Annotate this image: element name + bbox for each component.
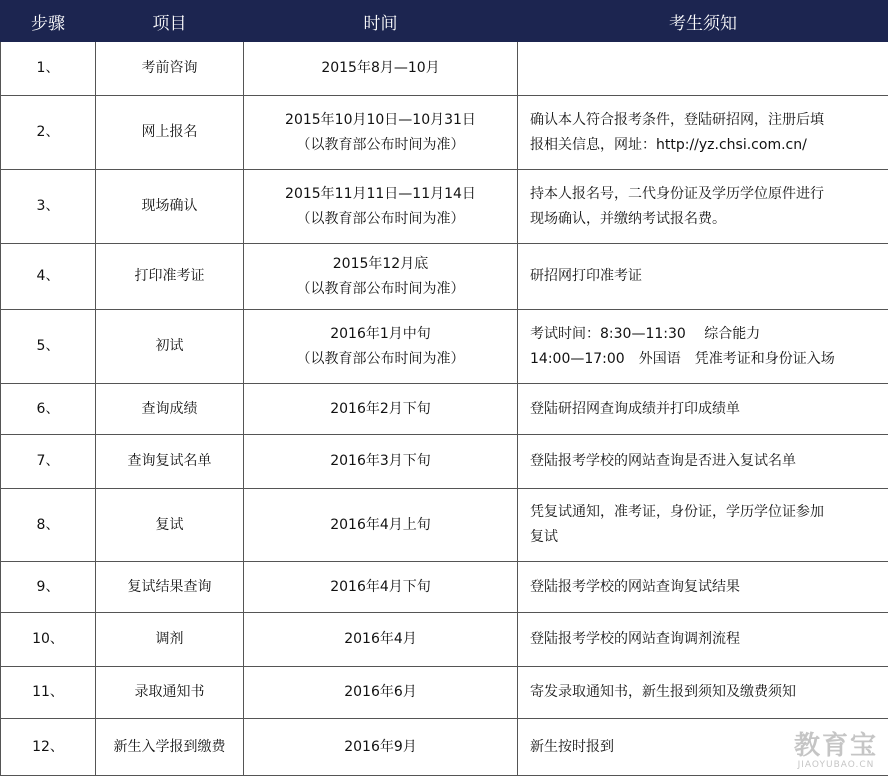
item-cell: 查询成绩	[96, 384, 244, 435]
step-cell: 1、	[1, 42, 96, 96]
item-cell: 调剂	[96, 613, 244, 667]
table-row	[1, 667, 888, 719]
note-line: 复试	[530, 525, 888, 550]
time-line: 2016年4月	[244, 627, 517, 652]
time-line: 2016年6月	[244, 680, 517, 705]
note-line: 登陆报考学校的网站查询是否进入复试名单	[530, 449, 888, 474]
time-line: （以教育部公布时间为准）	[244, 277, 517, 302]
step-cell: 12、	[1, 719, 96, 776]
note-line: 研招网打印准考证	[530, 264, 888, 289]
notes-cell	[518, 435, 888, 489]
note-line: 持本人报名号，二代身份证及学历学位原件进行	[530, 182, 888, 207]
time-line: 2015年8月—10月	[244, 56, 517, 81]
time-line: （以教育部公布时间为准）	[244, 347, 517, 372]
item-cell: 查询复试名单	[96, 435, 244, 489]
note-line: 确认本人符合报考条件，登陆研招网，注册后填	[530, 108, 888, 133]
step-cell: 10、	[1, 613, 96, 667]
note-line: 寄发录取通知书，新生报到须知及缴费须知	[530, 680, 888, 705]
note-line: 登陆报考学校的网站查询复试结果	[530, 575, 888, 600]
time-cell	[244, 170, 518, 244]
step-cell: 3、	[1, 170, 96, 244]
step-cell: 11、	[1, 667, 96, 719]
notes-cell	[518, 42, 888, 96]
notes-cell	[518, 613, 888, 667]
item-cell: 初试	[96, 310, 244, 384]
time-line: 2015年11月11日—11月14日	[244, 182, 517, 207]
time-cell	[244, 96, 518, 170]
table-row	[1, 96, 888, 170]
time-cell	[244, 310, 518, 384]
note-line: 凭复试通知，准考证，身份证，学历学位证参加	[530, 500, 888, 525]
time-cell	[244, 667, 518, 719]
table-row	[1, 384, 888, 435]
note-line: 考试时间：8:30—11:30 综合能力	[530, 322, 888, 347]
notes-cell	[518, 384, 888, 435]
table-row	[1, 170, 888, 244]
time-line: 2015年12月底	[244, 252, 517, 277]
item-cell: 考前咨询	[96, 42, 244, 96]
note-line: 登陆研招网查询成绩并打印成绩单	[530, 397, 888, 422]
time-line: 2016年1月中旬	[244, 322, 517, 347]
step-cell: 9、	[1, 562, 96, 613]
watermark-logo: 教育宝 JIAOYUBAO.CN	[794, 732, 878, 770]
item-cell: 录取通知书	[96, 667, 244, 719]
notes-cell	[518, 667, 888, 719]
item-cell: 网上报名	[96, 96, 244, 170]
item-cell: 打印准考证	[96, 244, 244, 310]
table-row	[1, 562, 888, 613]
table-row	[1, 613, 888, 667]
header-row	[1, 1, 888, 42]
note-line: 新生按时报到	[530, 735, 888, 760]
note-line: 报相关信息，网址：http://yz.chsi.com.cn/	[530, 133, 888, 158]
time-line: 2015年10月10日—10月31日	[244, 108, 517, 133]
time-line: （以教育部公布时间为准）	[244, 207, 517, 232]
table-row	[1, 310, 888, 384]
notes-cell	[518, 310, 888, 384]
item-cell: 现场确认	[96, 170, 244, 244]
note-line: 现场确认，并缴纳考试报名费。	[530, 207, 888, 232]
time-cell	[244, 562, 518, 613]
header-step: 步骤	[1, 1, 96, 42]
table-row	[1, 489, 888, 562]
time-cell	[244, 42, 518, 96]
notes-cell	[518, 170, 888, 244]
note-line: 登陆报考学校的网站查询调剂流程	[530, 627, 888, 652]
table-row	[1, 435, 888, 489]
notes-cell	[518, 489, 888, 562]
header-item: 项目	[96, 1, 244, 42]
step-cell: 2、	[1, 96, 96, 170]
header-time: 时间	[244, 1, 518, 42]
time-cell	[244, 384, 518, 435]
item-cell: 复试	[96, 489, 244, 562]
table-row	[1, 42, 888, 96]
header-notes: 考生须知	[518, 1, 888, 42]
time-line: 2016年3月下旬	[244, 449, 517, 474]
table-row	[1, 244, 888, 310]
step-cell: 7、	[1, 435, 96, 489]
time-cell	[244, 244, 518, 310]
notes-cell	[518, 562, 888, 613]
table-row	[1, 719, 888, 776]
time-line: 2016年4月下旬	[244, 575, 517, 600]
time-line: （以教育部公布时间为准）	[244, 133, 517, 158]
step-cell: 6、	[1, 384, 96, 435]
time-cell	[244, 719, 518, 776]
item-cell: 新生入学报到缴费	[96, 719, 244, 776]
step-cell: 5、	[1, 310, 96, 384]
time-line: 2016年9月	[244, 735, 517, 760]
notes-cell	[518, 244, 888, 310]
time-line: 2016年4月上旬	[244, 513, 517, 538]
notes-cell	[518, 96, 888, 170]
step-cell: 8、	[1, 489, 96, 562]
time-cell	[244, 613, 518, 667]
item-cell: 复试结果查询	[96, 562, 244, 613]
time-line: 2016年2月下旬	[244, 397, 517, 422]
time-cell	[244, 489, 518, 562]
note-line: 14:00—17:00 外国语 凭准考证和身份证入场	[530, 347, 888, 372]
time-cell	[244, 435, 518, 489]
step-cell: 4、	[1, 244, 96, 310]
